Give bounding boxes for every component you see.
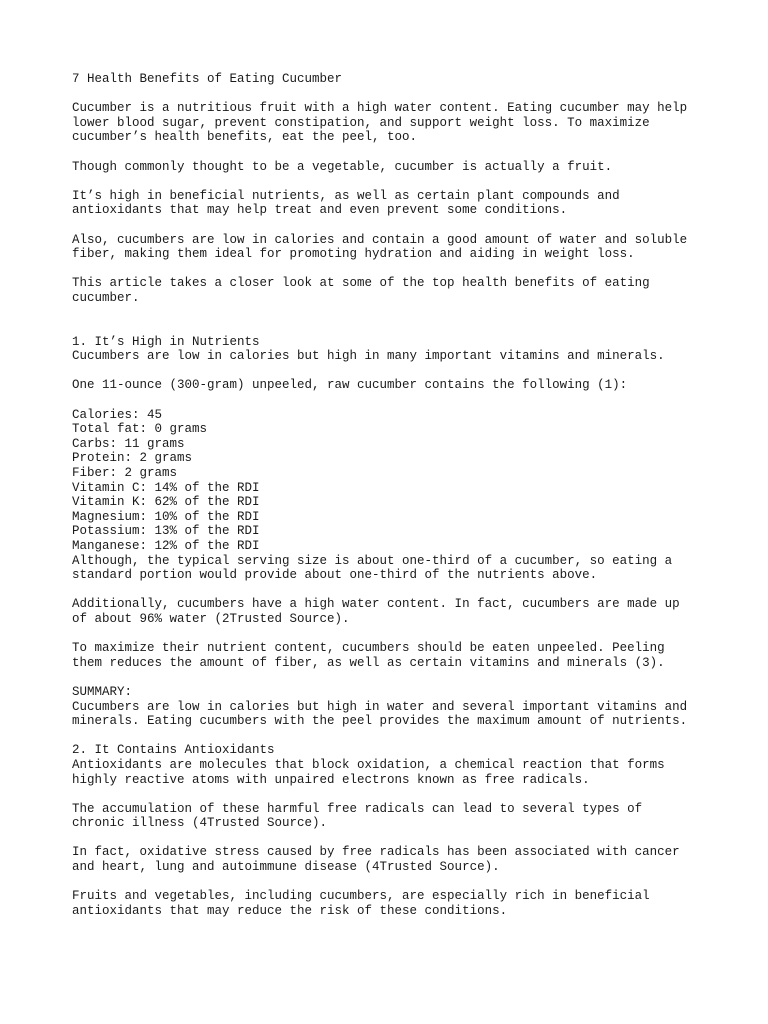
text-line: chronic illness (4Trusted Source). — [72, 816, 328, 831]
text-line: 2. It Contains Antioxidants — [72, 743, 275, 758]
blank-line — [72, 320, 712, 335]
text-line: Fiber: 2 grams — [72, 466, 178, 481]
text-line: 1. It’s High in Nutrients — [72, 334, 260, 349]
text-line: Also, cucumbers are low in calories and contain a good amount of water and soluble — [72, 232, 688, 247]
text-line: standard portion would provide about one-third of the nutrients above. — [72, 568, 598, 583]
blank-line — [72, 218, 712, 233]
text-line: minerals. Eating cucumbers with the peel provides the maximum amount of nutrients. — [72, 714, 688, 729]
blank-line — [72, 306, 712, 321]
text-line: This article takes a closer look at some of the top health benefits of eating — [72, 276, 650, 291]
text-line: antioxidants that may help treat and even prevent some conditions. — [72, 203, 568, 218]
text-line: Calories: 45 — [72, 407, 163, 422]
text-line: Cucumber is a nutritious fruit with a high water content. Eating cucumber may help — [72, 101, 688, 116]
blank-line — [72, 145, 712, 160]
text-line: Cucumbers are low in calories but high in water and several important vitamins and — [72, 699, 688, 714]
text-line: cucumber. — [72, 290, 140, 305]
blank-line — [72, 670, 712, 685]
blank-line — [72, 262, 712, 277]
blank-line — [72, 393, 712, 408]
text-line: It’s high in beneficial nutrients, as well as certain plant compounds and — [72, 188, 620, 203]
text-line: In fact, oxidative stress caused by free radicals has been associated with cancer — [72, 845, 680, 860]
text-line: Additionally, cucumbers have a high water content. In fact, cucumbers are made up — [72, 597, 680, 612]
text-line: Protein: 2 grams — [72, 451, 193, 466]
text-line: The accumulation of these harmful free radicals can lead to several types of — [72, 801, 643, 816]
text-line: and heart, lung and autoimmune disease (4Trusted Source). — [72, 860, 500, 875]
text-line: Vitamin K: 62% of the RDI — [72, 495, 260, 510]
blank-line — [72, 583, 712, 598]
text-line: them reduces the amount of fiber, as well as certain vitamins and minerals (3). — [72, 655, 665, 670]
text-line: Magnesium: 10% of the RDI — [72, 509, 260, 524]
blank-line — [72, 729, 712, 744]
text-line: One 11-ounce (300-gram) unpeeled, raw cucumber contains the following (1): — [72, 378, 628, 393]
document-page — [72, 72, 712, 918]
text-line: Antioxidants are molecules that block oxidation, a chemical reaction that forms — [72, 757, 665, 772]
text-line: Carbs: 11 grams — [72, 436, 185, 451]
text-line: antioxidants that may reduce the risk of these conditions. — [72, 903, 508, 918]
text-line: lower blood sugar, prevent constipation, and support weight loss. To maximize — [72, 115, 650, 130]
blank-line — [72, 364, 712, 379]
text-line: Though commonly thought to be a vegetable, cucumber is actually a fruit. — [72, 159, 613, 174]
text-line: cucumber’s health benefits, eat the peel, too. — [72, 130, 418, 145]
text-line: Although, the typical serving size is about one-third of a cucumber, so eating a — [72, 553, 673, 568]
blank-line — [72, 87, 712, 102]
blank-line — [72, 831, 712, 846]
text-line: of about 96% water (2Trusted Source). — [72, 611, 350, 626]
blank-line — [72, 174, 712, 189]
text-line: SUMMARY: — [72, 684, 133, 699]
text-line: Total fat: 0 grams — [72, 422, 208, 437]
blank-line — [72, 787, 712, 802]
blank-line — [72, 627, 712, 642]
text-line: Fruits and vegetables, including cucumbers, are especially rich in beneficial — [72, 889, 650, 904]
text-line: fiber, making them ideal for promoting hydration and aiding in weight loss. — [72, 247, 635, 262]
text-line: 7 Health Benefits of Eating Cucumber — [72, 72, 343, 86]
text-line: Vitamin C: 14% of the RDI — [72, 480, 260, 495]
text-line: To maximize their nutrient content, cucumbers should be eaten unpeeled. Peeling — [72, 641, 665, 656]
blank-line — [72, 875, 712, 890]
text-line: Potassium: 13% of the RDI — [72, 524, 260, 539]
text-line: highly reactive atoms with unpaired electrons known as free radicals. — [72, 772, 590, 787]
text-line: Manganese: 12% of the RDI — [72, 539, 260, 553]
text-line: Cucumbers are low in calories but high in many important vitamins and minerals. — [72, 349, 665, 364]
